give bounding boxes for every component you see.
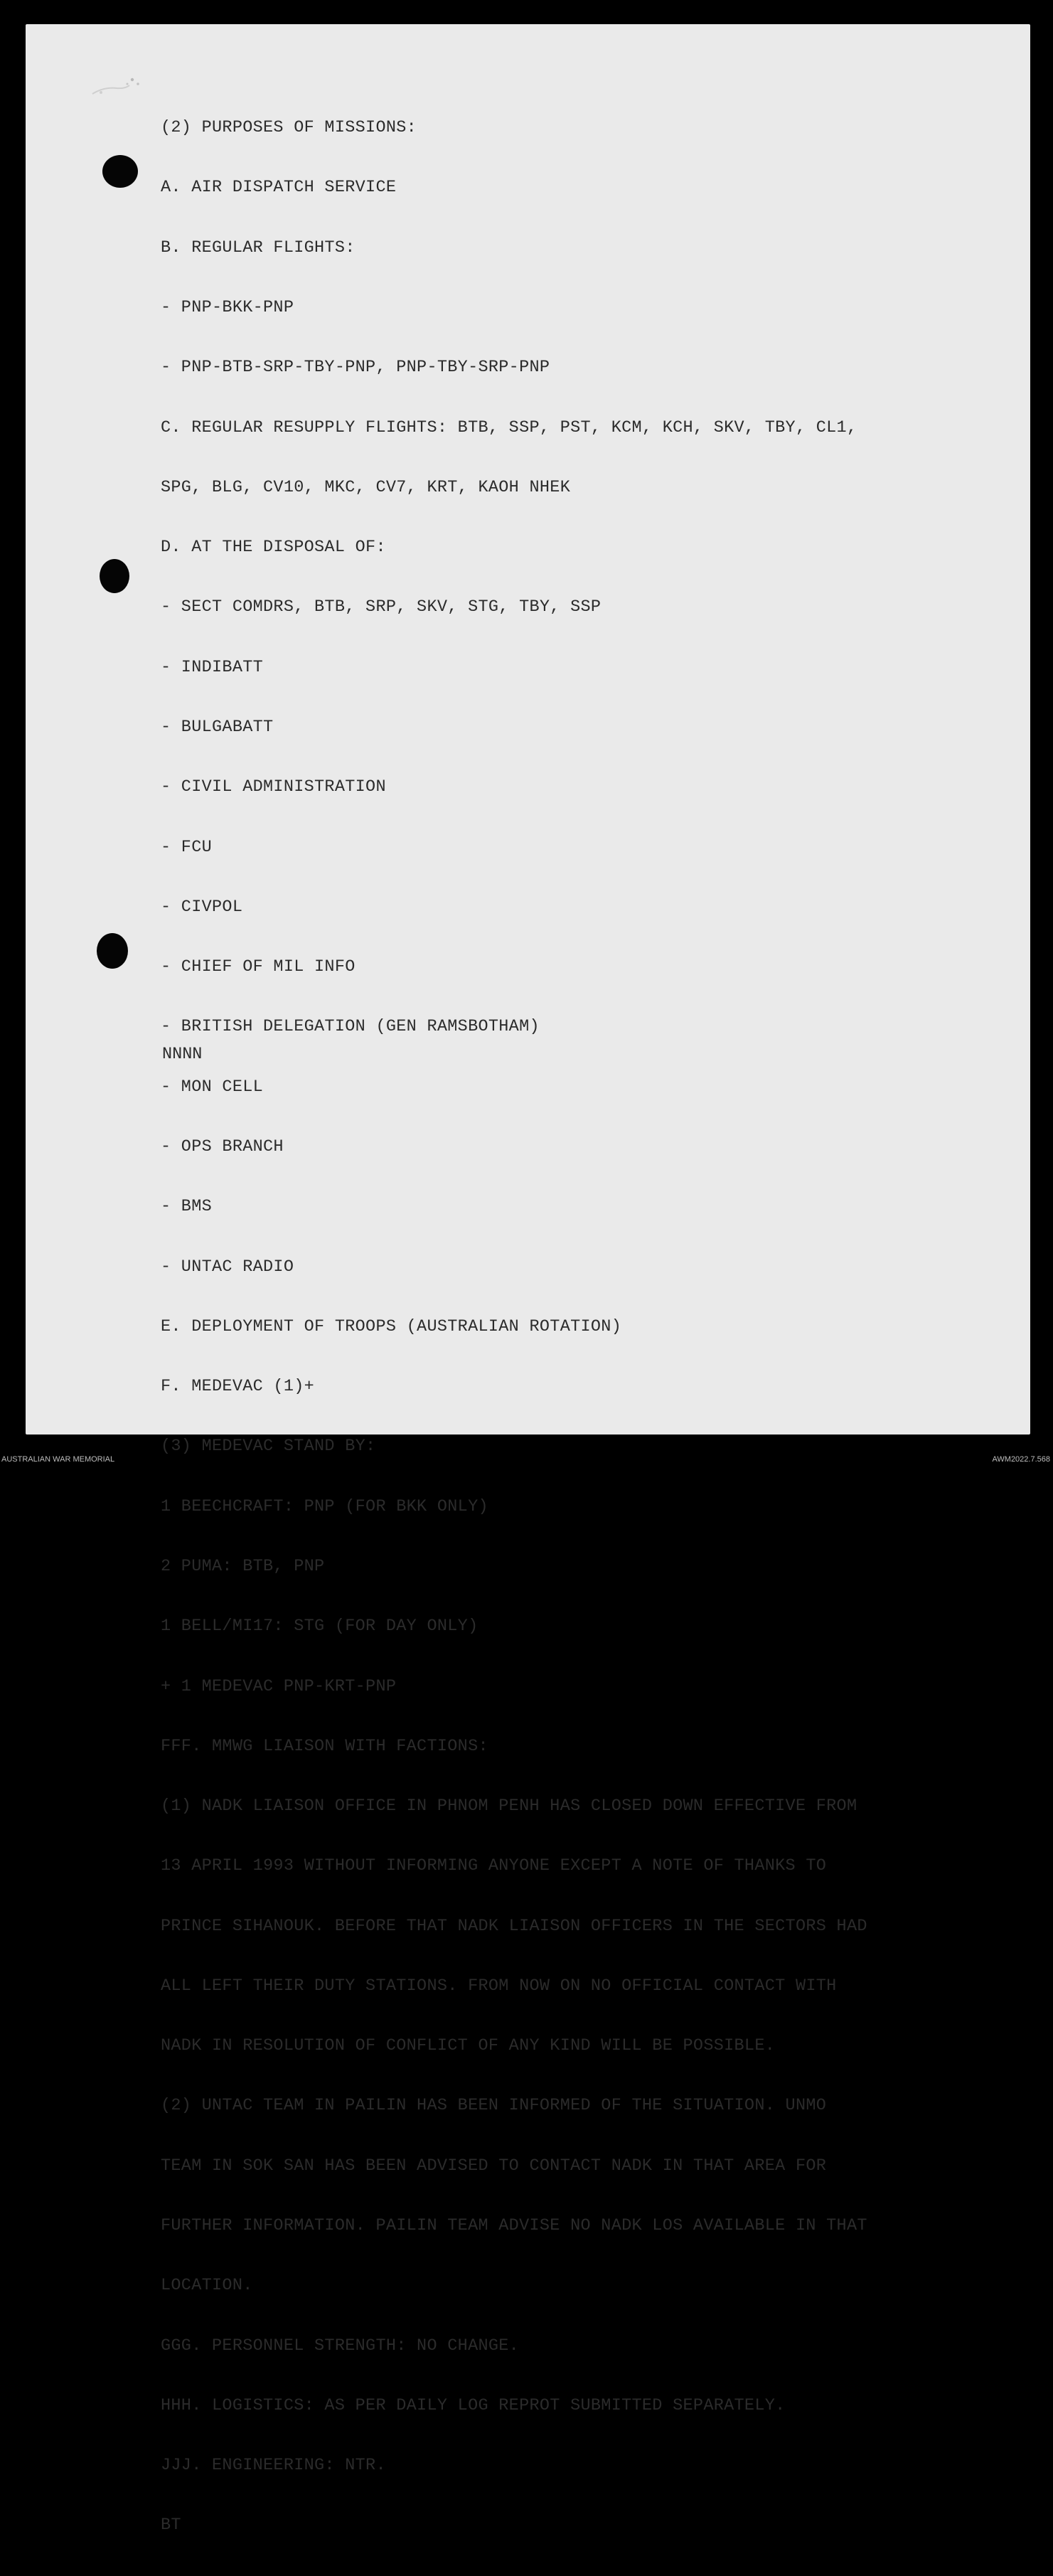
telex-body xyxy=(161,78,867,2576)
text-line: (3) MEDEVAC STAND BY: xyxy=(161,1437,376,1457)
text-line: - OPS BRANCH xyxy=(161,1137,284,1156)
text-line: (2) PURPOSES OF MISSIONS: xyxy=(161,118,417,138)
staple-mark-icon xyxy=(88,74,145,100)
text-line: (2) UNTAC TEAM IN PAILIN HAS BEEN INFORMED OF THE SITUATION. UNMO xyxy=(161,2096,827,2116)
text-line: 1 BEECHCRAFT: PNP (FOR BKK ONLY) xyxy=(161,1496,488,1516)
punch-hole xyxy=(102,155,138,188)
text-line: E. DEPLOYMENT OF TROOPS (AUSTRALIAN ROTATION) xyxy=(161,1316,622,1336)
text-line: ALL LEFT THEIR DUTY STATIONS. FROM NOW ON NO OFFICIAL CONTACT WITH xyxy=(161,1976,837,1996)
text-line: JJJ. ENGINEERING: NTR. xyxy=(161,2456,386,2476)
text-line: B. REGULAR FLIGHTS: xyxy=(161,238,356,257)
text-line: C. REGULAR RESUPPLY FLIGHTS: BTB, SSP, PST, KCM, KCH, SKV, TBY, CL1, xyxy=(161,417,857,437)
item-id-caption: AWM2022.7.568 xyxy=(992,1455,1050,1464)
text-line: - BRITISH DELEGATION (GEN RAMSBOTHAM) xyxy=(161,1017,540,1037)
text-line: - MON CELL xyxy=(161,1077,264,1097)
text-line: FFF. MMWG LIAISON WITH FACTIONS: xyxy=(161,1736,488,1756)
end-of-message-marker: NNNN xyxy=(162,1045,203,1064)
text-line: HHH. LOGISTICS: AS PER DAILY LOG REPROT SUBMITTED SEPARATELY. xyxy=(161,2395,786,2415)
text-line: - CIVPOL xyxy=(161,897,243,917)
text-line: - BMS xyxy=(161,1197,213,1217)
text-line: LOCATION. xyxy=(161,2276,253,2296)
text-line: - PNP-BTB-SRP-TBY-PNP, PNP-TBY-SRP-PNP xyxy=(161,358,550,378)
text-line: PRINCE SIHANOUK. BEFORE THAT NADK LIAISON OFFICERS IN THE SECTORS HAD xyxy=(161,1916,867,1936)
text-line: - UNTAC RADIO xyxy=(161,1257,294,1277)
punch-hole xyxy=(97,933,128,969)
text-line: - CIVIL ADMINISTRATION xyxy=(161,777,386,797)
text-line: TEAM IN SOK SAN HAS BEEN ADVISED TO CONTACT NADK IN THAT AREA FOR xyxy=(161,2156,827,2176)
text-line: FURTHER INFORMATION. PAILIN TEAM ADVISE NO NADK LOS AVAILABLE IN THAT xyxy=(161,2216,867,2236)
text-line: 2 PUMA: BTB, PNP xyxy=(161,1556,325,1576)
punch-hole xyxy=(100,559,129,593)
text-line: GGG. PERSONNEL STRENGTH: NO CHANGE. xyxy=(161,2336,520,2356)
text-line: (1) NADK LIAISON OFFICE IN PHNOM PENH HAS CLOSED DOWN EFFECTIVE FROM xyxy=(161,1797,857,1816)
text-line: + 1 MEDEVAC PNP-KRT-PNP xyxy=(161,1676,397,1696)
text-line: NADK IN RESOLUTION OF CONFLICT OF ANY KIND WILL BE POSSIBLE. xyxy=(161,2036,776,2056)
text-line: - INDIBATT xyxy=(161,657,264,677)
text-line: - FCU xyxy=(161,837,213,857)
text-line: 13 APRIL 1993 WITHOUT INFORMING ANYONE EXCEPT A NOTE OF THANKS TO xyxy=(161,1856,827,1876)
text-line: - PNP-BKK-PNP xyxy=(161,298,294,318)
text-line: BT xyxy=(161,2516,181,2535)
text-line: SPG, BLG, CV10, MKC, CV7, KRT, KAOH NHEK xyxy=(161,477,571,497)
archive-caption: AUSTRALIAN WAR MEMORIAL xyxy=(1,1455,115,1464)
text-line: D. AT THE DISPOSAL OF: xyxy=(161,538,386,558)
text-line: A. AIR DISPATCH SERVICE xyxy=(161,178,397,198)
text-line: - CHIEF OF MIL INFO xyxy=(161,957,356,977)
text-line: - BULGABATT xyxy=(161,718,274,737)
text-line: - SECT COMDRS, BTB, SRP, SKV, STG, TBY, SSP xyxy=(161,597,602,617)
text-line: 1 BELL/MI17: STG (FOR DAY ONLY) xyxy=(161,1617,479,1636)
text-line: F. MEDEVAC (1)+ xyxy=(161,1377,315,1397)
